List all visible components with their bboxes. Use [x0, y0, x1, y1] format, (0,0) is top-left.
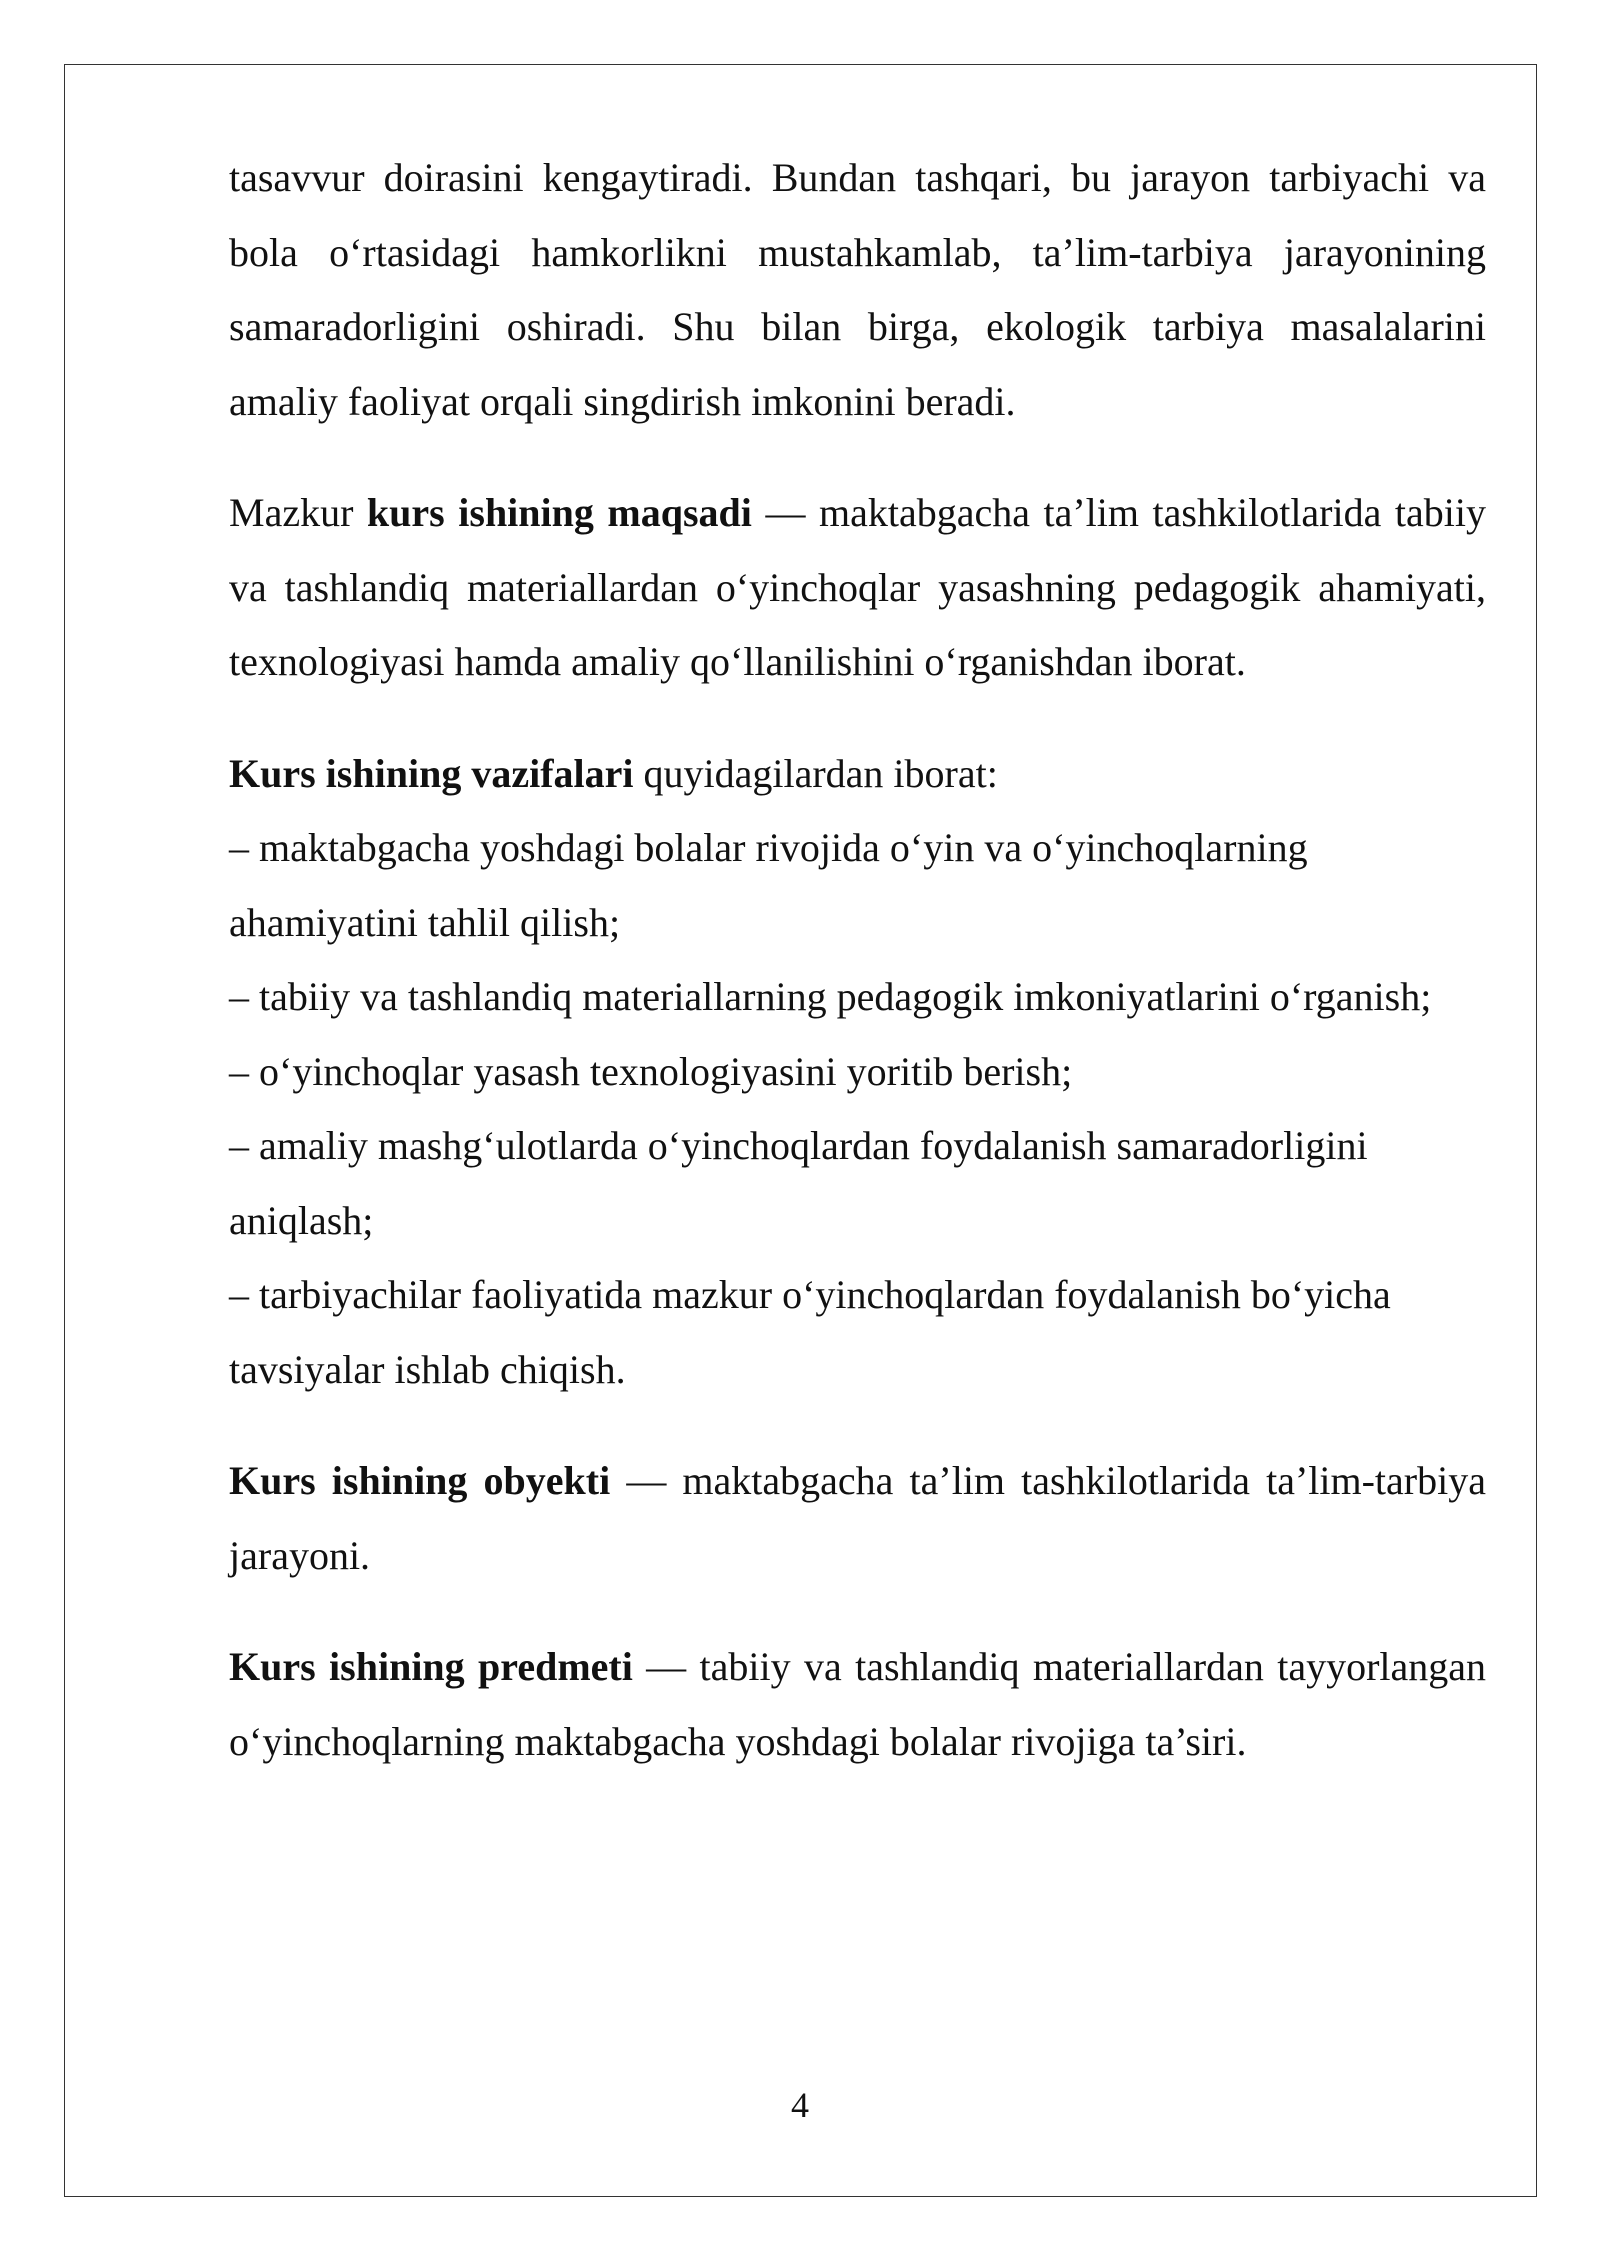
tasks-intro-text: quyidagilardan iborat:	[633, 750, 998, 796]
tasks-intro	[229, 737, 1486, 812]
goal-heading: kurs ishining maqsadi	[366, 490, 752, 535]
document-body	[229, 141, 1486, 1779]
goal-text: — maktabgacha ta’lim tashkilotlarida tabiiy va tashlandiq materiallardan o‘yinchoqlar yasashning pedagogik ahamiyati, texnologiyasi hamda amaliy qo‘llanilishini o‘rganishdan iborat.	[229, 490, 1486, 684]
intro-paragraph: tasavvur doirasini kengaytiradi. Bundan tashqari, bu jarayon tarbiyachi va bola o‘rtasidagi hamkorlikni mustahkamlab, ta’lim-tarbiya jarayonining samaradorligini oshiradi. Shu bilan birga, ekologik tarbiya masalalarini amaliy faoliyat orqali singdirish imkonini beradi.	[229, 155, 1486, 424]
subject-paragraph	[229, 1630, 1486, 1779]
subject-text: — tabiiy va tashlandiq materiallardan tayyorlangan o‘yinchoqlarning maktabgacha yoshdagi bolalar rivojiga ta’siri.	[229, 1644, 1487, 1764]
tasks-list	[229, 811, 1486, 1407]
list-item: – tarbiyachilar faoliyatida mazkur o‘yinchoqlardan foydalanish bo‘yicha tavsiyalar ishlab chiqish.	[229, 1272, 1391, 1392]
tasks-section	[229, 737, 1486, 1408]
goal-intro-text: Mazkur	[229, 490, 367, 535]
object-heading: Kurs ishining obyekti	[229, 1458, 611, 1503]
page-number: 4	[791, 2085, 809, 2125]
object-text: — maktabgacha ta’lim tashkilotlarida ta’lim-tarbiya jarayoni.	[229, 1458, 1486, 1578]
tasks-heading: Kurs ishining vazifalari	[229, 750, 634, 796]
list-item: – tabiiy va tashlandiq materiallarning pedagogik imkoniyatlarini o‘rganish;	[229, 974, 1432, 1019]
list-item: – o‘yinchoqlar yasash texnologiyasini yoritib berish;	[229, 1048, 1073, 1094]
goal-paragraph	[229, 476, 1486, 700]
subject-heading: Kurs ishining predmeti	[229, 1644, 633, 1689]
object-paragraph	[229, 1444, 1486, 1593]
list-item: – amaliy mashg‘ulotlarda o‘yinchoqlardan foydalanish samaradorligini aniqlash;	[229, 1123, 1368, 1243]
list-item: – maktabgacha yoshdagi bolalar rivojida o‘yin va o‘yinchoqlarning ahamiyatini tahlil qilish;	[229, 825, 1308, 945]
